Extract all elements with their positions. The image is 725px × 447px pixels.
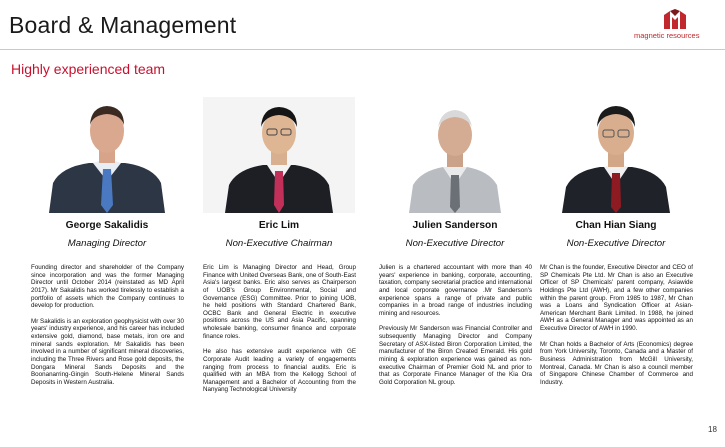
member-photo [540, 97, 692, 213]
logo-icon [662, 8, 688, 30]
bio-paragraph: Mr Sakalidis is an exploration geophysicist with over 30 years' industry experience, and his career has included extensive gold, diamond, base metals, iron ore and mineral sands exploration. Mr Sakalidis has been involved in a number of significant mineral discoveries, including the Three Rivers and Rose gold deposits, the Dongara Mineral Sands Deposits and the Boonanarring-Gingin South-Helene Mineral Sands Deposits in Western Australia. [31, 317, 184, 386]
member-role: Non-Executive Director [566, 238, 666, 249]
member-bio [203, 264, 356, 402]
bio-paragraph: Founding director and shareholder of the Company since incorporation and was the former Managing Director until October 2014 (reinstated as MD April 2017). Mr Sakalidis has worked tirelessly to establish a portfolio of assets which the Company continues to develop for production. [31, 264, 184, 310]
member-role: Managing Director [67, 238, 147, 249]
member-bio [540, 264, 693, 394]
member-bio [31, 264, 184, 394]
member-photo [203, 97, 355, 213]
bio-paragraph: Eric Lim is Managing Director and Head, Group Finance with United Overseas Bank, one of South-East Asia's largest banks. Eric also serves as Chairperson of UOB's Group Environmental, Social and Governance (ESG) Committee. Prior to joining UOB, he held positions with Standard Chartered Bank, OCBC Bank and General Electric in executive positions across the US and Asia Pacific, spanning wholesale banking, consumer finance and corporate finance roles. [203, 264, 356, 340]
member-photo [31, 97, 183, 213]
section-subtitle: Highly experienced team [11, 61, 166, 77]
header-divider [0, 49, 725, 50]
member-bio [379, 264, 532, 394]
member-name: George Sakalidis [65, 220, 149, 231]
member-name: Eric Lim [258, 220, 300, 231]
page-number: 18 [708, 425, 717, 434]
company-logo [634, 8, 720, 42]
member-name: Julien Sanderson [412, 220, 498, 231]
bio-paragraph: Mr Chan is the founder, Executive Director and CEO of SP Chemicals Pte Ltd. Mr Chan is also an Executive Officer of SP Chemicals' parent company, Asiawide Holdings Pte Ltd (AWH), and a few other companies within the parent group. From 1985 to 1987, Mr Chan was a Loans and Syndication Officer at Asian-American Merchant Bank Limited. In 1988, he joined AWH as a General Manager and was appointed as an Executive Director of AWH in 1990. [540, 264, 693, 332]
bio-paragraph: Previously Mr Sanderson was Financial Controller and subsequently Managing Director and Company Secretary of ASX-listed Biron Corporation Limited, the manufacturer of the Biron Created Emerald. His gold mining & exploration experience was gained as non-executive Chairman of Premier Gold NL and prior to that as Corporate Finance Manager of the Kia Ora Gold Corporation NL group. [379, 325, 532, 386]
bio-paragraph: Mr Chan holds a Bachelor of Arts (Economics) degree from York University, Toronto, Canada and a Master of Business Administration from McGill University, Montreal, Canada. Mr Chan is also a council member of Singapore Chinese Chamber of Commerce and Industry. [540, 340, 693, 386]
member-name: Chan Hian Siang [575, 220, 657, 231]
logo-text: magnetic resources [634, 31, 700, 40]
page-title: Board & Management [9, 12, 237, 38]
member-role: Non-Executive Director [405, 238, 505, 249]
bio-paragraph: Julien is a chartered accountant with more than 40 years' experience in banking, corporate, accounting, taxation, company secretarial practice and international and local corporate governance .Mr Sanderson's experience spans a range of private and public companies in a broad range of industries including mining and resources. [379, 264, 532, 317]
bio-paragraph: He also has extensive audit experience with GE Corporate Audit leading a variety of engagements ranging from process to financial audits. Eric is qualified with an MBA from the Kellogg School of Management and a Bachelor of Accounting from the Nanyang Technological University [203, 348, 356, 394]
member-role: Non-Executive Chairman [225, 238, 333, 249]
member-photo [379, 97, 531, 213]
